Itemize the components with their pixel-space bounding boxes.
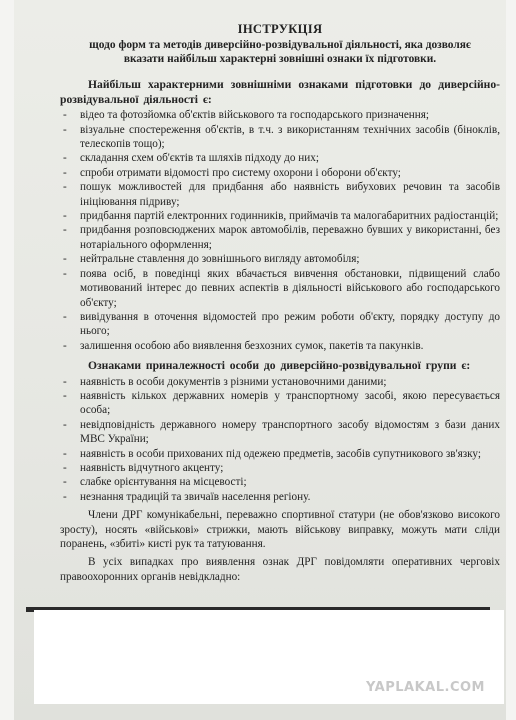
list-item: - поява осіб, в поведінці яких вбачається вивчення обстановки, підвищений слабо мотивований інтерес до певних аспектів в діяльності військового або господарського об'єкту; <box>60 267 500 310</box>
list-item: - вивідування в оточення відомостей про режим роботи об'єкту, порядку доступу до нього; <box>60 310 500 339</box>
list-item: - складання схем об'єктів та шляхів підходу до них; <box>60 151 500 165</box>
list-item: - слабке орієнтування на місцевості; <box>60 475 500 489</box>
list-item: - наявність кількох державних номерів у транспортному засобі, якою пересувається особа; <box>60 389 500 418</box>
list-item: - залишення особою або виявлення безхозних сумок, пакетів та пакунків. <box>60 339 500 353</box>
list-item: - нейтральне ставлення до зовнішнього вигляду автомобіля; <box>60 252 500 266</box>
list-item: - наявність в особи прихованих під одежею предметів, засобів супутникового зв'язку; <box>60 447 500 461</box>
list-item: - пошук можливостей для придбання або наявність вибухових речовин та засобів ініціювання підриву; <box>60 180 500 209</box>
section1-list <box>60 108 500 353</box>
document-page <box>14 0 506 720</box>
list-item: - наявність в особи документів з різними установочними даними; <box>60 375 500 389</box>
document-title: ІНСТРУКЦІЯ <box>237 22 323 36</box>
list-item: - придбання партій електронних годинників, приймачів та малогабаритних радіостанцій; <box>60 209 500 223</box>
list-item: - спроби отримати відомості про систему охорони і оборони об'єкту; <box>60 166 500 180</box>
document-subtitle: щодо форм та методів диверсійно-розвідувальної діяльності, яка дозволяє вказати найбільш характерні зовнішні ознаки їх підготовки. <box>89 39 471 66</box>
section1-heading: Найбільш характерними зовнішніми ознаками підготовки до диверсійно-розвідувальної діяльності є: <box>60 78 500 106</box>
document-content <box>60 22 500 584</box>
site-watermark: YAPLAKAL.COM <box>366 680 485 695</box>
list-item: - наявність відчутного акценту; <box>60 461 500 475</box>
list-item: - придбання розповсюджених марок автомобілів, переважно бувших у використанні, без нотаріального оформлення; <box>60 223 500 252</box>
section2-heading: Ознаками приналежності особи до диверсійно-розвідувальної групи є: <box>88 359 471 373</box>
drg-description-paragraph: Члени ДРГ комунікабельні, переважно спортивної статури (не обов'язково високого зросту), носять «військові» стрижки, мають військову виправку, можуть мати сліди поранень, «збиті» кисті рук та татуювання. <box>60 509 500 550</box>
list-item: - незнання традицій та звичаїв населення регіону. <box>60 490 500 504</box>
list-item: - візуальне спостереження об'єктів, в т.ч. з використанням технічних засобів (біноклів, телескопів тощо); <box>60 123 500 152</box>
section2-list <box>60 375 500 505</box>
list-item: - відео та фотозйомка об'єктів військового та господарського призначення; <box>60 108 500 122</box>
list-item: - невідповідність державного номеру транспортного засобу відомостям з бази даних МВС України; <box>60 418 500 447</box>
reporting-paragraph: В усіх випадках про виявлення ознак ДРГ повідомляти оперативних черговіх правоохоронних органів невідкладно: <box>60 556 500 583</box>
